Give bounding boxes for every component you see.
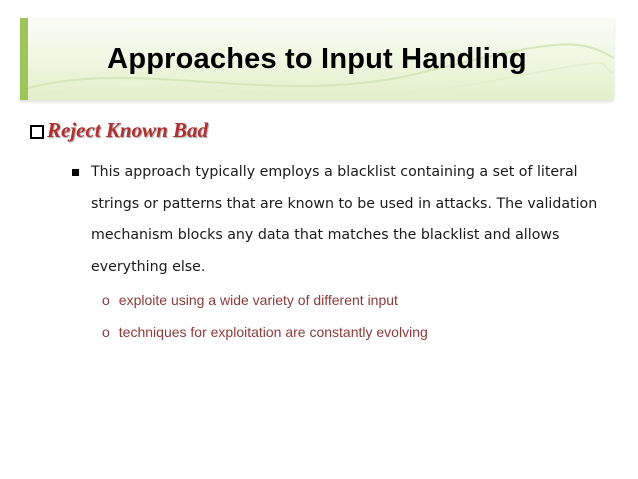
body-line: This approach typically employs a blacklist containing a set of literal [91, 164, 578, 180]
sub-bullet-item [102, 324, 428, 340]
circle-bullet-icon: o [102, 292, 110, 308]
square-bullet-icon [72, 169, 79, 176]
slide-title: Approaches to Input Handling [107, 43, 527, 75]
section-heading [30, 118, 208, 143]
title-banner [20, 18, 614, 100]
body-line: strings or patterns that are known to be used in attacks. The validation [91, 195, 598, 212]
section-heading-text: Reject Known Bad [47, 118, 209, 142]
sub-bullet-item [102, 292, 398, 308]
circle-bullet-icon: o [102, 324, 110, 340]
body-line: mechanism blocks any data that matches the blacklist and allows [91, 227, 560, 243]
sub-bullet-text: techniques for exploitation are constantly evolving [118, 324, 428, 340]
body-line: everything else. [91, 258, 206, 275]
body-paragraph [91, 157, 621, 283]
sub-bullet-text: exploite using a wide variety of different input [118, 292, 398, 308]
checkbox-bullet-icon [30, 125, 44, 139]
